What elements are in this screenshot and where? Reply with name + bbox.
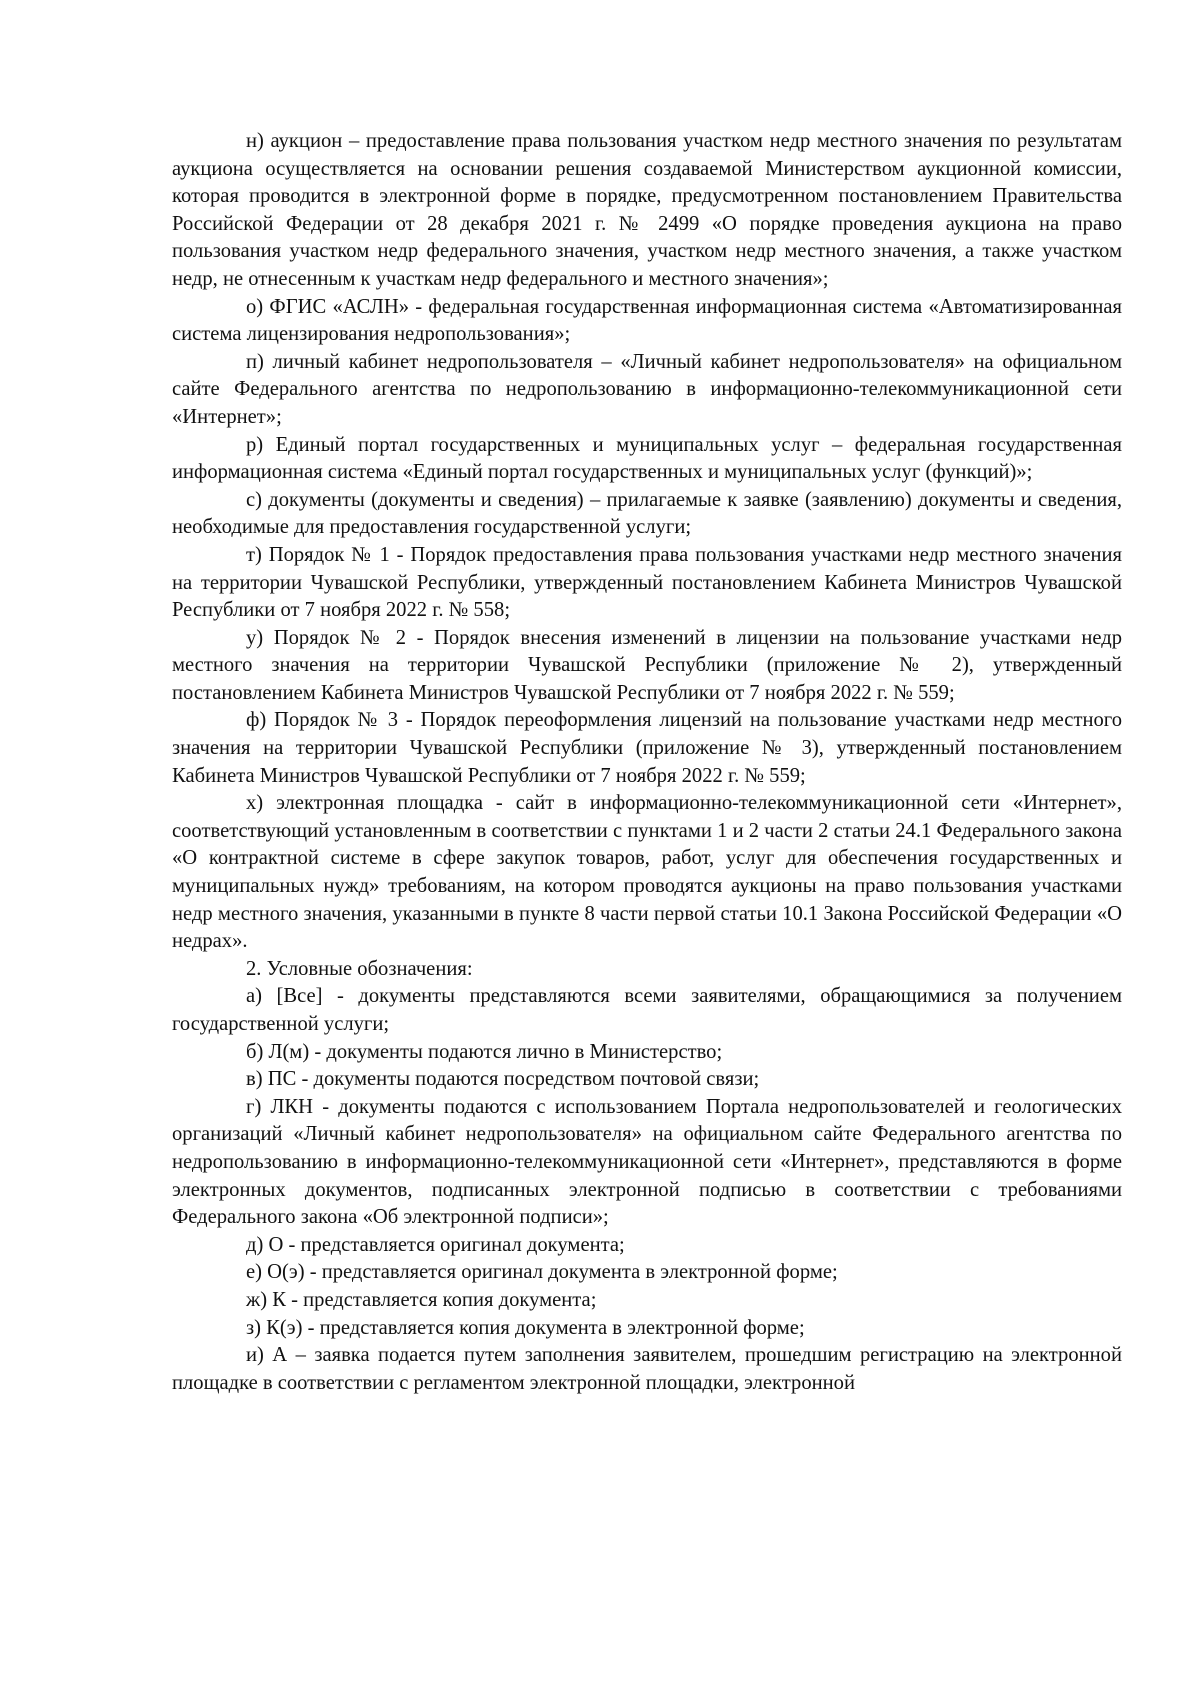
paragraph-symbol-k: ж) К - представляется копия документа; (246, 1288, 597, 1311)
paragraph-fgis-asln: о) ФГИС «АСЛН» - федеральная государственная информационная система «Автоматизированная система лицензирования недропользования»; (172, 295, 1122, 346)
paragraph-procedure-1: т) Порядок № 1 - Порядок предоставления права пользования участками недр местного значения на территории Чувашской Республики, утвержденный постановлением Кабинета Министров Чувашской Республики от 7 ноября 2022 г. № 558; (172, 543, 1122, 622)
paragraph-electronic-platform: х) электронная площадка - сайт в информационно-телекоммуникационной сети «Интернет», соответствующий установленным в соответствии с пунктами 1 и 2 части 2 статьи 24.1 Федерального закона «О контрактной системе в сфере закупок товаров, работ, услуг для обеспечения государственных и муниципальных нужд» требованиям, на котором проводятся аукционы на право пользования участками недр местного значения, указанными в пункте 8 части первой статьи 10.1 Закона Российской Федерации «О недрах». (172, 792, 1122, 953)
paragraph-auction: н) аукцион – предоставление права пользования участком недр местного значения по результатам аукциона осуществляется на основании решения создаваемой Министерством аукционной комиссии, которая проводится в электронной форме в порядке, предусмотренном постановлением Правительства Российской Федерации от 28 декабря 2021 г. № 2499 «О порядке проведения аукциона на право пользования участком недр федерального значения, участком недр местного значения, а также участком недр, не отнесенным к участкам недр федерального и местного значения»; (172, 130, 1122, 290)
paragraph-symbol-oe: е) О(э) - представляется оригинал документа в электронной форме; (246, 1261, 838, 1284)
paragraph-unified-portal: р) Единый портал государственных и муниципальных услуг – федеральная государственная информационная система «Единый портал государственных и муниципальных услуг (функций)»; (172, 433, 1122, 484)
paragraph-symbol-lkn: г) ЛКН - документы подаются с использованием Портала недропользователей и геологических организаций «Личный кабинет недропользователя» на официальном сайте Федерального агентства по недропользованию в информационно-телекоммуникационной сети «Интернет», представляются в форме электронных документов, подписанных электронной подписью в соответствии с требованиями Федерального закона «Об электронной подписи»; (172, 1095, 1122, 1229)
paragraph-symbol-ps: в) ПС - документы подаются посредством почтовой связи; (246, 1068, 760, 1091)
paragraph-personal-account: п) личный кабинет недропользователя – «Личный кабинет недропользователя» на официальном сайте Федерального агентства по недропользованию в информационно-телекоммуникационной сети «Интернет»; (172, 350, 1122, 428)
paragraph-symbol-ke: з) К(э) - представляется копия документа в электронной форме; (246, 1316, 805, 1339)
paragraph-symbol-all: а) [Все] - документы представляются всеми заявителями, обращающимися за получением государственной услуги; (172, 985, 1122, 1035)
paragraph-procedure-2: у) Порядок № 2 - Порядок внесения изменений в лицензии на пользование участками недр местного значения на территории Чувашской Республики (приложение № 2), утвержденный постановлением Кабинета Министров Чувашской Республики от 7 ноября 2022 г. № 559; (172, 626, 1122, 704)
section-heading-symbols: 2. Условные обозначения: (246, 957, 473, 980)
paragraph-procedure-3: ф) Порядок № 3 - Порядок переоформления лицензий на пользование участками недр местного значения на территории Чувашской Республики (приложение № 3), утвержденный постановлением Кабинета Министров Чувашской Республики от 7 ноября 2022 г. № 559; (172, 709, 1122, 787)
document-page (172, 128, 1122, 1397)
paragraph-documents: с) документы (документы и сведения) – прилагаемые к заявке (заявлению) документы и сведения, необходимые для предоставления государственной услуги; (172, 488, 1122, 539)
paragraph-symbol-lm: б) Л(м) - документы подаются лично в Министерство; (246, 1040, 723, 1063)
paragraph-symbol-a: и) А – заявка подается путем заполнения заявителем, прошедшим регистрацию на электронной площадке в соответствии с регламентом электронной площадки, электронной (172, 1344, 1122, 1394)
paragraph-symbol-o: д) О - представляется оригинал документа; (246, 1233, 625, 1256)
